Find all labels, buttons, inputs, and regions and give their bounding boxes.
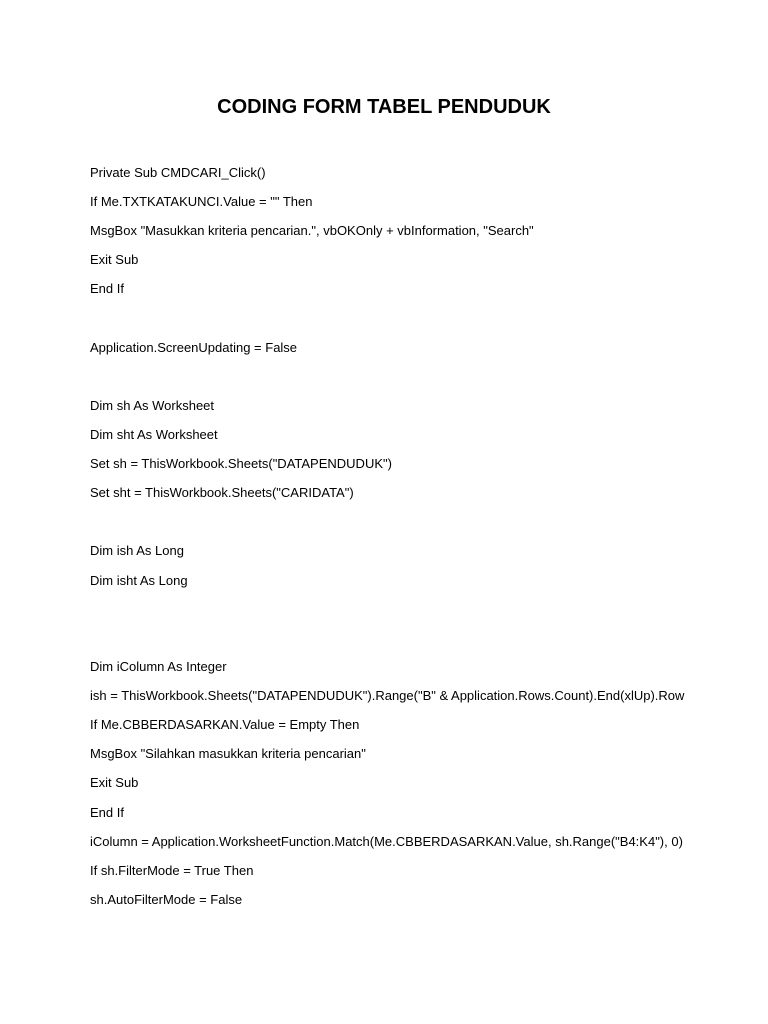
code-line: Exit Sub — [90, 252, 139, 267]
code-line: Set sht = ThisWorkbook.Sheets("CARIDATA") — [90, 485, 354, 500]
code-line: Exit Sub — [90, 775, 139, 790]
code-line: iColumn = Application.WorksheetFunction.Match(Me.CBBERDASARKAN.Value, sh.Range("B4:K4"), 0) — [90, 834, 683, 849]
code-line: If sh.FilterMode = True Then — [90, 863, 254, 878]
code-line: Dim ish As Long — [90, 543, 184, 558]
code-line: sh.AutoFilterMode = False — [90, 892, 243, 907]
code-line: Application.ScreenUpdating = False — [90, 340, 298, 355]
code-line: MsgBox "Masukkan kriteria pencarian.", vbOKOnly + vbInformation, "Search" — [90, 223, 534, 238]
code-line: ish = ThisWorkbook.Sheets("DATAPENDUDUK").Range("B" & Application.Rows.Count).End(xlUp).Row — [90, 688, 685, 703]
code-line: MsgBox "Silahkan masukkan kriteria pencarian" — [90, 746, 366, 761]
code-line: End If — [90, 281, 124, 296]
code-line: If Me.TXTKATAKUNCI.Value = "" Then — [90, 194, 313, 209]
code-line: Private Sub CMDCARI_Click() — [90, 165, 266, 180]
code-line: End If — [90, 805, 124, 820]
code-line: Dim isht As Long — [90, 573, 188, 588]
code-line: Dim sht As Worksheet — [90, 427, 218, 442]
code-line: Dim iColumn As Integer — [90, 659, 227, 674]
code-line: Dim sh As Worksheet — [90, 398, 215, 413]
document-title: CODING FORM TABEL PENDUDUK — [217, 96, 551, 118]
code-line: Set sh = ThisWorkbook.Sheets("DATAPENDUDUK") — [90, 456, 392, 471]
code-line: If Me.CBBERDASARKAN.Value = Empty Then — [90, 717, 360, 732]
